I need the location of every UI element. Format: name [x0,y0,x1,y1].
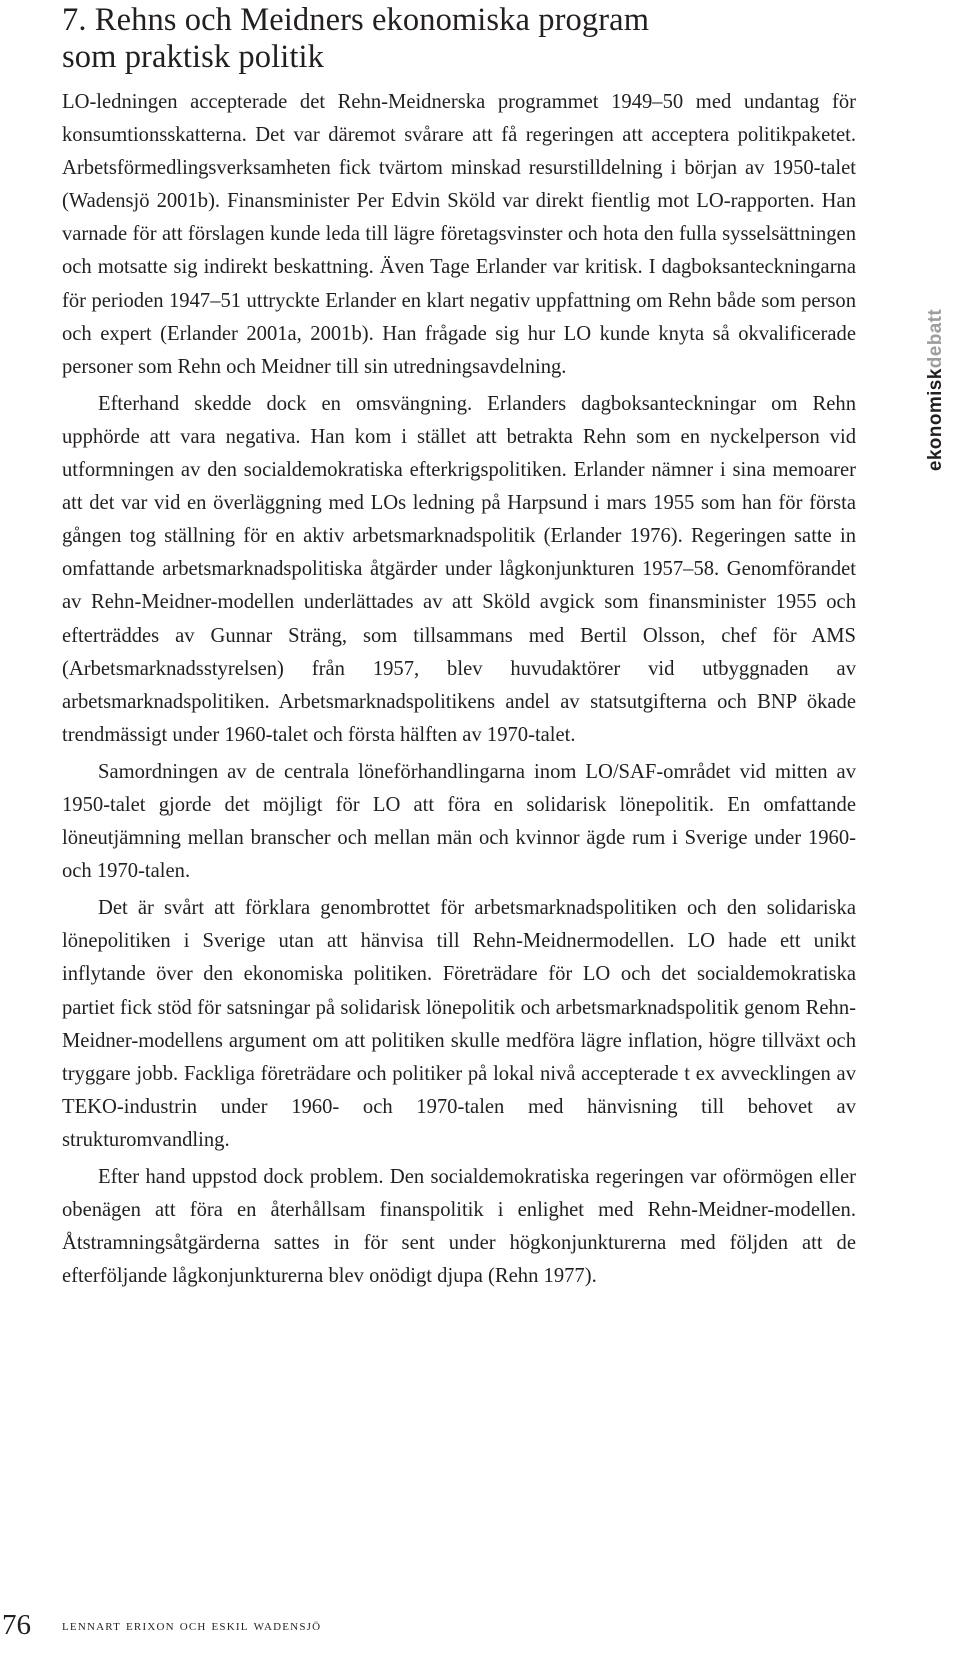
paragraph-2: Efterhand skedde dock en omsvängning. Erlanders dagboksanteckningar om Rehn upphörde att vara negativa. Han kom i stället att betrakta Rehn som en nyckelperson vid utformningen av den socialdemokratiska efterkrigspolitiken. Erlander nämner i sina memoarer att det var vid en överläggning med LOs ledning på Harpsund i mars 1955 som han för första gången tog ställning för en aktiv arbetsmarknadspolitik (Erlander 1976). Regeringen satte in omfattande arbetsmarknadspolitiska åtgärder under lågkonjunkturen 1957–58. Genomförandet av Rehn-Meidner-modellen underlättades av att Sköld avgick som finansminister 1955 och efterträddes av Gunnar Sträng, som tillsammans med Bertil Olsson, chef för AMS (Arbetsmarknadsstyrelsen) från 1957, blev huvudaktörer vid utbyggnaden av arbetsmarknadspolitiken. Arbetsmarknadspolitikens andel av statsutgifterna och BNP ökade trendmässigt under 1960-talet och första hälften av 1970-talet. [62,392,856,746]
page-title-line-1: 7. Rehns och Meidners ekonomiska program [62,2,650,38]
page-title [62,2,862,76]
brand-main-text: ekonomisk [925,368,946,472]
paragraph-5: Efter hand uppstod dock problem. Den socialdemokratiska regeringen var oförmögen eller obenägen att föra en återhållsam finanspolitik i enlighet med Rehn-Meidner-modellen. Åtstramningsåtgärderna sattes in för sent under högkonjunkturerna med följden att de efterföljande lågkonjunkturerna blev onödigt djupa (Rehn 1977). [62,1166,856,1288]
paragraph-4: Det är svårt att förklara genombrottet för arbetsmarknadspolitiken och den solidariska lönepolitiken i Sverige utan att hänvisa till Rehn-Meidnermodellen. LO hade ett unikt inflytande över den ekonomiska politiken. Företrädare för LO och det socialdemokratiska partiet fick stöd för satsningar på solidarisk lönepolitik och arbetsmarknadspolitik genom Rehn-Meidner-modellens argument om att politiken skulle medföra lägre inflation, högre tillväxt och tryggare jobb. Fackliga företrädare och politiker på lokal nivå accepterade t ex avvecklingen av TEKO-industrin under 1960- och 1970-talen med hänvisning till behovet av strukturomvandling. [62,897,856,1151]
paragraph-1: LO-ledningen accepterade det Rehn-Meidnerska programmet 1949–50 med undantag för konsumtionsskatterna. Det var däremot svårare att få regeringen att acceptera politikpaketet. Arbetsförmedlingsverksamheten fick tvärtom minskad resurstilldelning i början av 1950-talet (Wadensjö 2001b). Finansminister Per Edvin Sköld var direkt fientlig mot LO-rapporten. Han varnade för att förslagen kunde leda till lägre företagsvinster och hota den fulla sysselsättningen och motsatte sig indirekt beskattning. Även Tage Erlander var kritisk. I dagboksanteckningarna för perioden 1947–51 uttryckte Erlander en klart negativ uppfattning om Rehn både som person och expert (Erlander 2001a, 2001b). Han frågade sig hur LO kunde knyta så okvalificerade personer som Rehn och Meidner till sin utredningsavdelning. [62,91,856,378]
page-title-line-2: som praktisk politik [62,39,324,75]
page-number: 76 [2,1609,31,1641]
paragraph-3: Samordningen av de centrala löneförhandlingarna inom LO/SAF-området vid mitten av 1950-talet gjorde det möjligt för LO att föra en solidarisk lönepolitik. En omfattande löneutjämning mellan branscher och mellan män och kvinnor ägde rum i Sverige under 1960- och 1970-talen. [62,760,856,883]
article-body [62,86,856,1293]
brand-accent-text: debatt [925,308,946,369]
journal-brand-vertical [925,309,947,471]
running-footer-authors: lennart erixon och eskil wadensjö [62,1618,322,1634]
